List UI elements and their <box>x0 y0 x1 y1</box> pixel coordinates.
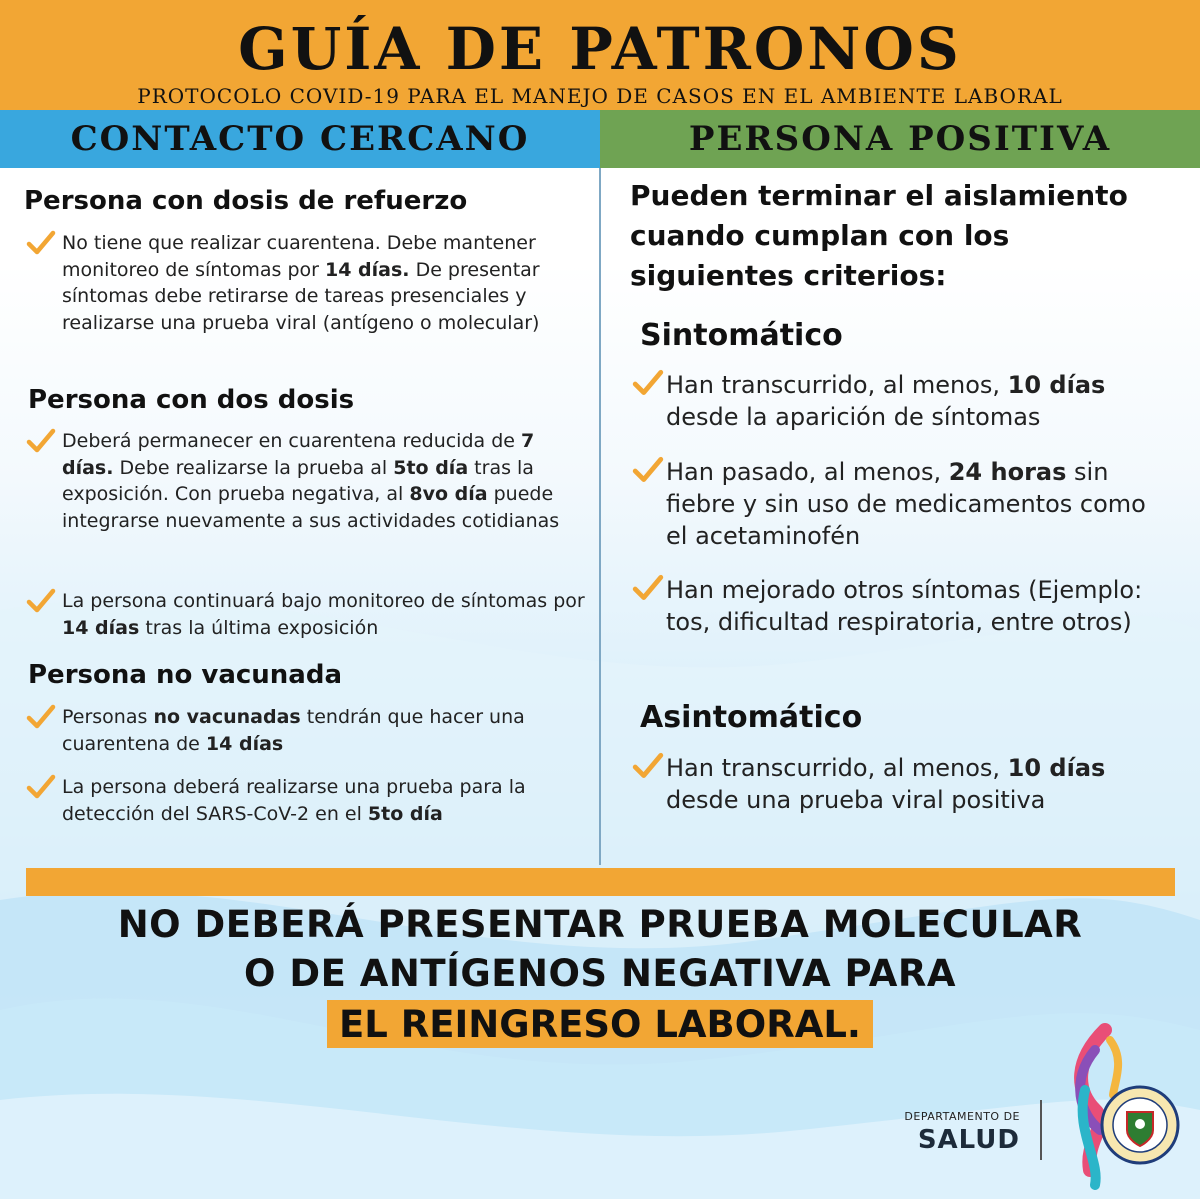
item-text <box>62 230 586 336</box>
section-title-asintomatico: Asintomático <box>640 700 863 735</box>
checkmark-icon <box>632 752 664 780</box>
criteria-item <box>26 230 586 336</box>
body-text: La persona continuará bajo monitoreo de síntomas por <box>62 590 585 612</box>
checkmark-icon <box>632 369 664 397</box>
logo-separator <box>1040 1100 1042 1160</box>
orange-divider-bar <box>26 868 1175 896</box>
isolation-intro: Pueden terminar el aislamiento cuando cumplan con los siguientes criterios: <box>630 179 1128 292</box>
checkmark-icon <box>26 588 56 614</box>
body-text: Han pasado, al menos, <box>666 458 949 486</box>
salud-wordmark: SALUD <box>917 1125 1020 1155</box>
item-text <box>62 704 586 757</box>
header-banner <box>0 0 1200 110</box>
government-seal-logo <box>1055 1020 1185 1190</box>
notice-line-2: O DE ANTÍGENOS NEGATIVA PARA <box>244 952 956 995</box>
column-heading-persona-positiva: PERSONA POSITIVA <box>600 110 1200 168</box>
criteria-item <box>26 428 586 534</box>
body-text: desde una prueba viral positiva <box>666 786 1046 814</box>
checkmark-icon <box>26 704 56 730</box>
body-text: Han mejorado otros síntomas (Ejemplo: tos, dificultad respiratoria, entre otros) <box>666 576 1143 636</box>
section-title-refuerzo: Persona con dosis de refuerzo <box>24 186 468 216</box>
checkmark-icon <box>26 230 56 256</box>
section-title-sintomatico: Sintomático <box>640 318 843 353</box>
emphasis-text: no vacunadas <box>153 706 301 728</box>
body-text: sin fiebre y sin uso de medicamentos como el acetaminofén <box>666 458 1146 550</box>
criteria-item <box>632 369 1172 433</box>
column-divider <box>599 168 601 865</box>
item-text <box>666 574 1172 638</box>
page-title: GUÍA DE PATRONOS <box>238 15 962 83</box>
page-subtitle: PROTOCOLO COVID-19 PARA EL MANEJO DE CASOS EN EL AMBIENTE LABORAL <box>137 84 1063 108</box>
checkmark-icon <box>26 774 56 800</box>
emphasis-text: 7 días. <box>62 430 535 479</box>
item-text <box>62 774 586 827</box>
item-text <box>62 588 586 641</box>
body-text: Deberá permanecer en cuarentena reducida de <box>62 430 521 452</box>
body-text: Personas <box>62 706 154 728</box>
emphasis-text: 10 días <box>1007 371 1106 399</box>
item-text <box>62 428 586 534</box>
emphasis-text: 5to día <box>393 456 469 479</box>
body-text: tras la exposición. Con prueba negativa, al <box>62 456 534 505</box>
criteria-item <box>26 704 586 757</box>
body-text: Han transcurrido, al menos, <box>666 754 1008 782</box>
checkmark-icon <box>632 456 664 484</box>
body-text: desde la aparición de síntomas <box>666 403 1041 431</box>
criteria-item <box>26 588 586 641</box>
section-title-dos-dosis: Persona con dos dosis <box>28 385 355 415</box>
column-heading-contacto-cercano: CONTACTO CERCANO <box>0 110 600 168</box>
emphasis-text: 8vo día <box>409 483 488 505</box>
emphasis-text: 14 días <box>62 616 140 639</box>
bottom-notice <box>0 900 1200 1048</box>
department-logo-text <box>860 1110 1020 1155</box>
notice-line-3-highlight: EL REINGRESO LABORAL. <box>327 1000 873 1048</box>
checkmark-icon <box>632 574 664 602</box>
emphasis-text: 24 horas <box>948 458 1067 486</box>
body-text: tras la última exposición <box>139 616 379 639</box>
emphasis-text: 14 días. <box>325 258 410 281</box>
body-text: tendrán que hacer una cuarentena de <box>62 706 525 755</box>
criteria-item <box>632 456 1172 552</box>
body-text: puede integrarse nuevamente a sus actividades cotidianas <box>62 483 560 532</box>
checkmark-icon <box>26 428 56 454</box>
body-text: La persona deberá realizarse una prueba para la detección del SARS-CoV-2 en el <box>62 776 526 825</box>
body-text: De presentar síntomas debe retirarse de tareas presenciales y realizarse una prueba viral (antígeno o molecular) <box>62 258 540 334</box>
item-text <box>666 752 1172 816</box>
body-text: Han transcurrido, al menos, <box>666 371 1008 399</box>
item-text <box>666 456 1172 552</box>
criteria-item <box>632 752 1172 816</box>
notice-line-1: NO DEBERÁ PRESENTAR PRUEBA MOLECULAR <box>117 903 1083 946</box>
department-label: DEPARTAMENTO DE <box>904 1110 1020 1123</box>
section-title-no-vacunada: Persona no vacunada <box>28 660 343 690</box>
emphasis-text: 5to día <box>367 802 443 825</box>
item-text <box>666 369 1172 433</box>
body-text: No tiene que realizar cuarentena. Debe mantener monitoreo de síntomas por <box>62 232 536 281</box>
emphasis-text: 14 días <box>205 732 284 755</box>
criteria-item <box>632 574 1172 638</box>
criteria-item <box>26 774 586 827</box>
emphasis-text: 10 días <box>1007 754 1106 782</box>
body-text: Debe realizarse la prueba al <box>113 456 394 479</box>
